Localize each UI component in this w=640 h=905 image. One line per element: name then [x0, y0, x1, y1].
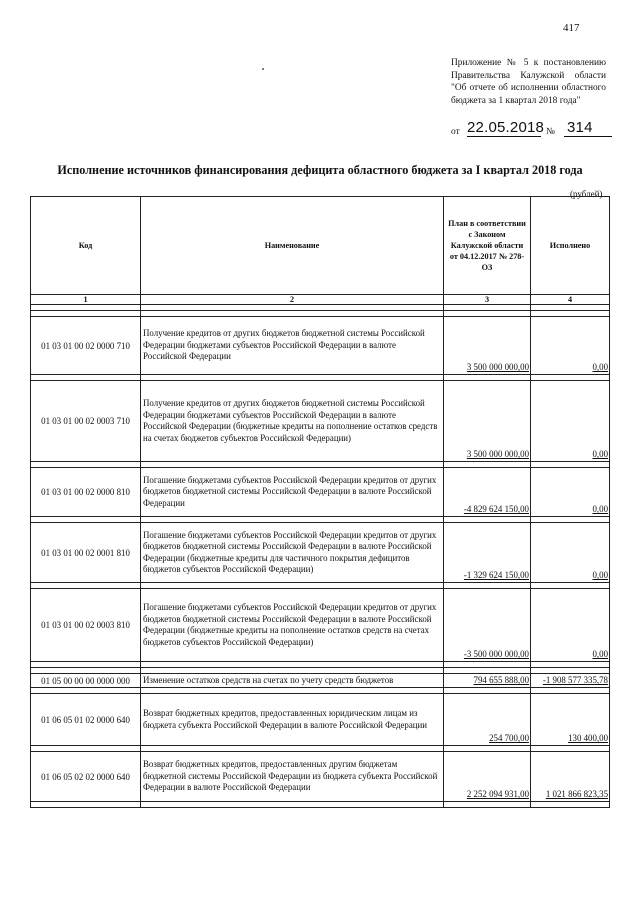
- row-code: 01 03 01 00 02 0000 810: [31, 468, 141, 517]
- row-code: 01 06 05 01 02 0000 640: [31, 694, 141, 746]
- header-code: Код: [31, 197, 141, 295]
- page-title: Исполнение источников финансирования дефицита областного бюджета за I квартал 2018 года: [57, 163, 583, 177]
- row-executed: -1 908 577 335,78: [531, 674, 610, 688]
- page-number: 417: [563, 22, 580, 34]
- table-row: [31, 589, 610, 662]
- column-number-row: [31, 295, 610, 305]
- column-number: 3: [444, 295, 531, 305]
- number-label: №: [546, 127, 555, 137]
- header-plan: План в соответствии с Законом Калужской области от 04.12.2017 № 278-ОЗ: [444, 197, 531, 295]
- row-code: 01 03 01 00 02 0000 710: [31, 317, 141, 375]
- row-plan: 3 500 000 000,00: [444, 381, 531, 462]
- row-name: Изменение остатков средств на счетах по учету средств бюджетов: [141, 674, 444, 688]
- row-code: 01 06 05 02 02 0000 640: [31, 752, 141, 802]
- table-row: [31, 674, 610, 688]
- row-executed: 0,00: [531, 523, 610, 583]
- table-row: [31, 381, 610, 462]
- row-executed: 0,00: [531, 589, 610, 662]
- row-name: Получение кредитов от других бюджетов бюджетной системы Российской Федерации бюджетами субъектов Российской Федерации в валюте Российской Федерации: [141, 317, 444, 375]
- row-code: 01 03 01 00 02 0003 810: [31, 589, 141, 662]
- row-executed: 0,00: [531, 317, 610, 375]
- row-plan: -3 500 000 000,00: [444, 589, 531, 662]
- column-number: 2: [141, 295, 444, 305]
- spacer-row: [31, 802, 610, 808]
- row-code: 01 03 01 00 02 0003 710: [31, 381, 141, 462]
- column-number: 1: [31, 295, 141, 305]
- row-name: Погашение бюджетами субъектов Российской Федерации кредитов от других бюджетов бюджетной системы Российской Федерации в валюте Российской Федерации (бюджетные кредиты на пополнение остатков средств на счетах бюджетов субъектов Российской Федерации): [141, 589, 444, 662]
- scan-speck: [262, 68, 264, 70]
- appendix-note: Приложение № 5 к постановлению Правительства Калужской области "Об отчете об исполнении областного бюджета за 1 квартал 2018 года": [451, 58, 606, 106]
- row-plan: -1 329 624 150,00: [444, 523, 531, 583]
- header-name: Наименование: [141, 197, 444, 295]
- header-executed: Исполнено: [531, 197, 610, 295]
- row-name: Возврат бюджетных кредитов, предоставленных другим бюджетам бюджетной системы Российской Федерации из бюджета субъекта Российской Федерации в валюте Российской Федерации: [141, 752, 444, 802]
- table-row: [31, 523, 610, 583]
- row-name: Получение кредитов от других бюджетов бюджетной системы Российской Федерации бюджетами субъектов Российской Федерации в валюте Российской Федерации (бюджетные кредиты на пополнение остатков средств на счетах бюджетов субъектов Российской Федерации): [141, 381, 444, 462]
- document-number: 314: [564, 119, 612, 137]
- row-executed: 1 021 866 823,35: [531, 752, 610, 802]
- row-plan: 3 500 000 000,00: [444, 317, 531, 375]
- row-code: 01 03 01 00 02 0001 810: [31, 523, 141, 583]
- table-header-row: [31, 197, 610, 295]
- row-executed: 0,00: [531, 381, 610, 462]
- row-name: Погашение бюджетами субъектов Российской Федерации кредитов от других бюджетов бюджетной системы Российской Федерации в валюте Российской Федерации (бюджетные кредиты для частичного покрытия дефицитов бюджетов субъектов Российской Федерации): [141, 523, 444, 583]
- row-name: Погашение бюджетами субъектов Российской Федерации кредитов от других бюджетов бюджетной системы Российской Федерации в валюте Российской Федерации: [141, 468, 444, 517]
- document-date: 22.05.2018: [467, 119, 545, 136]
- units-label: (рублей): [570, 189, 603, 199]
- row-plan: 254 700,00: [444, 694, 531, 746]
- document-date-number: [451, 119, 611, 137]
- table-row: [31, 317, 610, 375]
- row-name: Возврат бюджетных кредитов, предоставленных юридическим лицам из бюджета субъекта Российской Федерации в валюте Российской Федерации: [141, 694, 444, 746]
- financing-sources-table: [30, 196, 610, 808]
- column-number: 4: [531, 295, 610, 305]
- table-row: [31, 694, 610, 746]
- row-plan: 794 655 888,00: [444, 674, 531, 688]
- row-executed: 0,00: [531, 468, 610, 517]
- row-plan: -4 829 624 150,00: [444, 468, 531, 517]
- row-plan: 2 252 094 931,00: [444, 752, 531, 802]
- from-label: от: [451, 127, 460, 137]
- table-row: [31, 752, 610, 802]
- row-executed: 130 400,00: [531, 694, 610, 746]
- table-row: [31, 468, 610, 517]
- row-code: 01 05 00 00 00 0000 000: [31, 674, 141, 688]
